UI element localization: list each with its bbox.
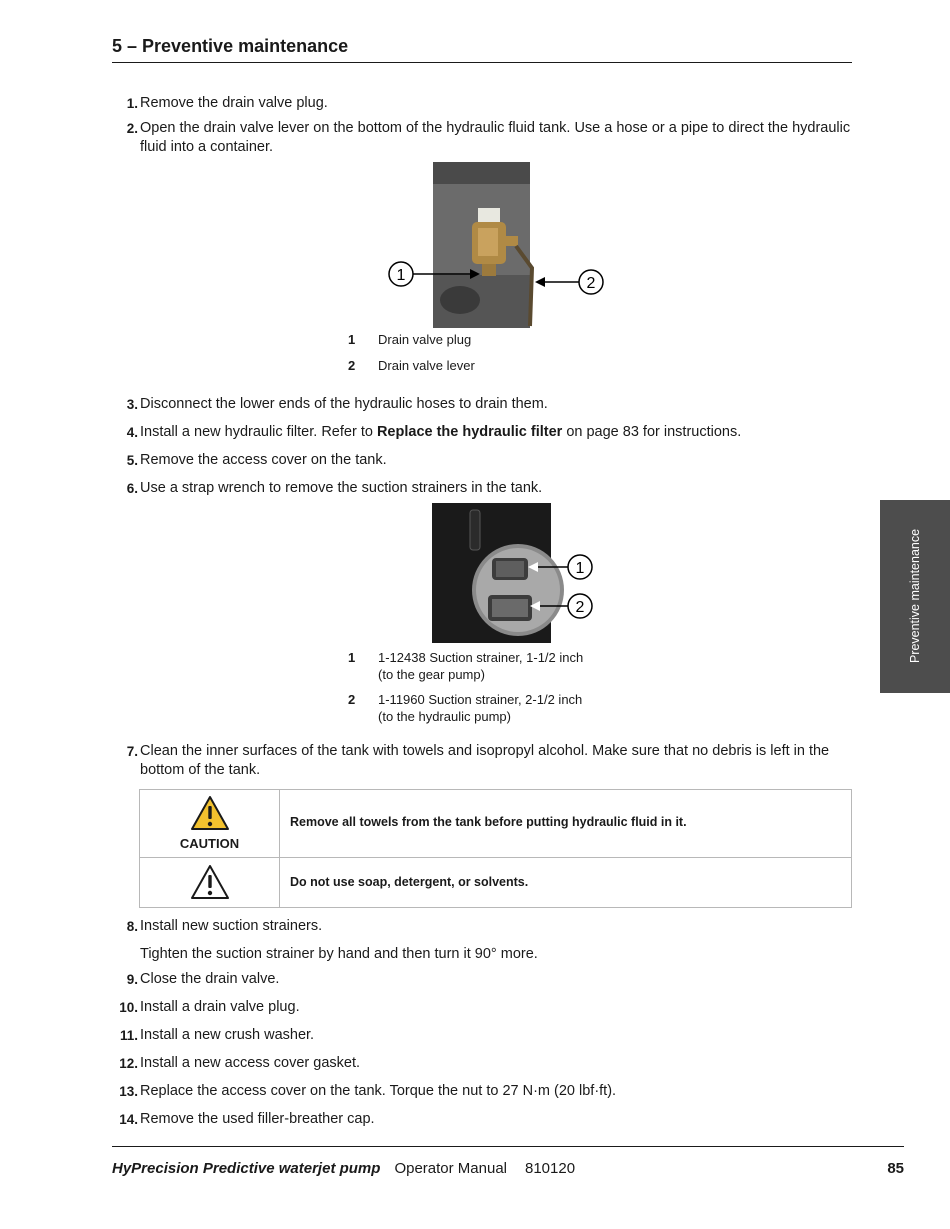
step-text: Use a strap wrench to remove the suction strainers in the tank. (140, 480, 543, 496)
step-number: 11. (119, 1028, 138, 1043)
step-number: 5. (126, 453, 138, 468)
step-number: 12. (119, 1056, 138, 1071)
caution-warning-triangle-icon (190, 795, 230, 831)
page-number: 85 (887, 1160, 904, 1177)
step-number: 7. (126, 744, 138, 759)
caution-table (139, 789, 852, 908)
step-2 (112, 119, 857, 157)
caution-label: CAUTION (179, 836, 240, 851)
warning-row (140, 858, 851, 907)
callout-2-label: 2 (586, 275, 596, 292)
caution-row (140, 790, 851, 858)
step-text: Install a drain valve plug. (140, 999, 300, 1015)
step-text: Install new suction strainers. (140, 918, 323, 934)
step-9 (112, 970, 857, 989)
step-number: 2. (126, 121, 138, 136)
step-text: Open the drain valve lever on the bottom of the hydraulic fluid tank. Use a hose or a pipe to direct the hydraulic fluid into a container. (140, 120, 851, 155)
side-tab-label: Preventive maintenance (908, 528, 922, 664)
step-text: Clean the inner surfaces of the tank with towels and isopropyl alcohol. Make sure that no debris is left in the bottom of the tank. (140, 743, 830, 778)
step-7 (112, 742, 857, 780)
step-5 (112, 451, 857, 470)
step-11 (112, 1026, 857, 1045)
step-text: Install a new access cover gasket. (140, 1055, 361, 1071)
step-8 (112, 917, 857, 936)
callout-1-label: 1 (396, 267, 406, 284)
step-text: Remove the drain valve plug. (140, 95, 328, 111)
step-13 (112, 1082, 857, 1101)
step-text: Replace the access cover on the tank. Torque the nut to 27 N·m (20 lbf·ft). (140, 1083, 617, 1099)
step-text: Remove the used filler-breather cap. (140, 1111, 375, 1127)
step-1 (112, 94, 857, 113)
step-text: Close the drain valve. (140, 971, 280, 987)
step-12 (112, 1054, 857, 1073)
legend-text: Drain valve lever (378, 358, 475, 373)
legend-text: 1-11960 Suction strainer, 2-1/2 inch (378, 692, 583, 707)
warning-triangle-icon (190, 864, 230, 900)
step-text: Disconnect the lower ends of the hydraulic hoses to drain them. (140, 396, 548, 412)
footer-manual-title: Operator Manual (394, 1160, 507, 1177)
step-number: 8. (126, 919, 138, 934)
step-number: 14. (119, 1112, 138, 1127)
page-footer (112, 1160, 904, 1177)
step-6 (112, 479, 857, 498)
step-number: 1. (126, 96, 138, 111)
step-14 (112, 1110, 857, 1129)
step-text-part: on page 83 for instructions. (562, 424, 742, 440)
cross-reference-link[interactable]: Replace the hydraulic filter (376, 424, 563, 440)
caution-icon-cell (140, 790, 280, 857)
step-4 (112, 423, 857, 442)
step-text: Install a new crush washer. (140, 1027, 315, 1043)
suction-strainer-figure (430, 502, 610, 644)
legend-text: (to the hydraulic pump) (378, 709, 511, 724)
callout-2-label: 2 (575, 599, 585, 616)
callout-1-label: 1 (575, 560, 585, 577)
legend-text: 1-12438 Suction strainer, 1-1/2 inch (378, 650, 584, 665)
step-3 (112, 395, 857, 414)
step-text (140, 423, 857, 442)
caution-message: Remove all towels from the tank before putting hydraulic fluid in it. (290, 815, 687, 829)
step-text: Remove the access cover on the tank. (140, 452, 387, 468)
page-title: 5 – Preventive maintenance (112, 36, 852, 63)
legend-text: (to the gear pump) (378, 667, 485, 682)
step-number: 9. (126, 972, 138, 987)
drain-valve-figure (380, 160, 620, 332)
step-number: 3. (126, 397, 138, 412)
footer-product-name: HyPrecision Predictive waterjet pump (112, 1160, 381, 1177)
step-number: 13. (119, 1084, 138, 1099)
warning-message: Do not use soap, detergent, or solvents. (290, 875, 529, 889)
warning-icon-cell (140, 858, 280, 907)
legend-text: Drain valve plug (378, 332, 472, 347)
footer-divider (112, 1146, 904, 1147)
legend-number: 2 (348, 692, 356, 707)
legend-number: 1 (348, 332, 356, 347)
chapter-side-tab[interactable] (880, 500, 950, 693)
step-number: 4. (126, 425, 138, 440)
legend-number: 2 (348, 358, 356, 373)
footer-doc-number: 810120 (525, 1160, 576, 1177)
step-text-part: Install a new hydraulic filter. Refer to (140, 424, 377, 440)
step-number: 10. (119, 1000, 138, 1015)
step-8-subtext: Tighten the suction strainer by hand and then turn it 90° more. (140, 946, 538, 962)
step-10 (112, 998, 857, 1017)
step-number: 6. (126, 481, 138, 496)
legend-number: 1 (348, 650, 356, 665)
